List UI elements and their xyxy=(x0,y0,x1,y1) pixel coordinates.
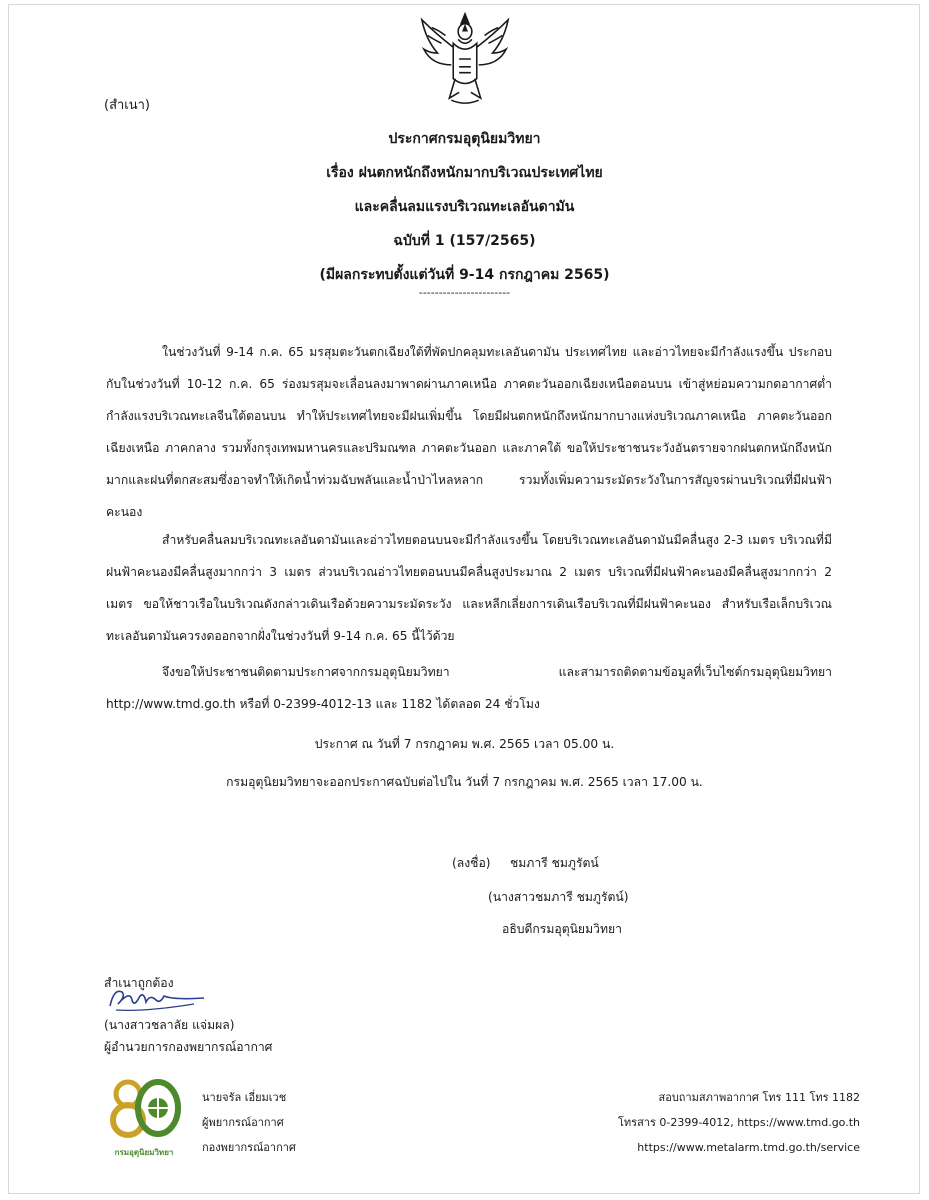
handwritten-signature xyxy=(104,982,214,1018)
forecaster-role: ผู้พยากรณ์อากาศ xyxy=(202,1116,284,1129)
certifier-position: ผู้อำนวยการกองพยากรณ์อากาศ xyxy=(104,1040,273,1054)
contact-phone: สอบถามสภาพอากาศ โทร 111 โทร 1182 xyxy=(658,1091,860,1104)
heading-line: เรื่อง ฝนตกหนักถึงหนักมากบริเวณประเทศไทย xyxy=(326,165,603,181)
signatory-full-name: (นางสาวชมภารี ชมภูรัตน์) xyxy=(488,890,629,904)
signatory-position: อธิบดีกรมอุตุนิยมวิทยา xyxy=(502,922,622,936)
heading-line: (มีผลกระทบตั้งแต่วันที่ 9-14 กรกฎาคม 2565) xyxy=(319,267,610,283)
forecaster-division: กองพยากรณ์อากาศ xyxy=(202,1141,296,1154)
contact-fax: โทรสาร 0-2399-4012, https://www.tmd.go.th xyxy=(618,1116,860,1129)
next-issue-note: กรมอุตุนิยมวิทยาจะออกประกาศฉบับต่อไปใน วันที่ 7 กรกฎาคม พ.ศ. 2565 เวลา 17.00 น. xyxy=(226,775,703,789)
forecaster-name: นายจรัล เอี่ยมเวช xyxy=(202,1091,287,1104)
paragraph-waves: สำหรับคลื่นลมบริเวณทะเลอันดามันและอ่าวไทยตอนบนจะมีกำลังแรงขึ้น โดยบริเวณทะเลอันดามันมีคลื่นสูง 2-3 เมตร บริเวณที่มีฝนฟ้าคะนองมีคลื่นสูงมากกว่า 3 เมตร ส่วนบริเวณอ่าวไทยตอนบนมีคลื่นสูงประมาณ 2 เมตร บริเวณที่มีฝนฟ้าคะนองมีคลื่นสูงมากกว่า 2 เมตร ขอให้ชาวเรือในบริเวณดังกล่าวเดินเรือด้วยความระมัดระวัง และหลีกเลี่ยงการเดินเรือบริเวณที่มีฝนฟ้าคะนอง สำหรับเรือเล็กบริเวณทะเลอันดามันควรงดออกจากฝั่งในช่วงวันที่ 9-14 ก.ค. 65 นี้ไว้ด้วย xyxy=(106,533,832,643)
paragraph-rainfall: ในช่วงวันที่ 9-14 ก.ค. 65 มรสุมตะวันตกเฉียงใต้ที่พัดปกคลุมทะเลอันดามัน ประเทศไทย และอ่าวไทยจะมีกำลังแรงขึ้น ประกอบกับในช่วงวันที่ 10-12 ก.ค. 65 ร่องมรสุมจะเลื่อนลงมาพาดผ่านภาคเหนือ ภาคตะวันออกเฉียงเหนือตอนบน เข้าสู่หย่อมความกดอากาศต่ำกำลังแรงบริเวณทะเลจีนใต้ตอนบน ทำให้ประเทศไทยจะมีฝนเพิ่มขึ้น โดยมีฝนตกหนักถึงหนักมากบางแห่งบริเวณภาคเหนือ ภาคตะวันออกเฉียงเหนือ ภาคกลาง รวมทั้งกรุงเทพมหานครและปริมณฑล ภาคตะวันออก และภาคใต้ ขอให้ประชาชนระวังอันตรายจากฝนตกหนักถึงหนักมากและฝนที่ตกสะสมซึ่งอาจทำให้เกิดน้ำท่วมฉับพลันและน้ำป่าไหลหลาก รวมทั้งเพิ่มความระมัดระวังในการสัญจรผ่านบริเวณที่มีฝนฟ้าคะนอง xyxy=(106,345,832,519)
heading-separator: ----------------------- xyxy=(418,286,511,299)
signed-name: ชมภารี ชมภูรัตน์ xyxy=(510,856,599,870)
paragraph-follow-up: จึงขอให้ประชาชนติดตามประกาศจากกรมอุตุนิยมวิทยา และสามารถติดตามข้อมูลที่เว็บไซต์กรมอุตุนิยมวิทยา http://www.tmd.go.th หรือที่ 0-2399-4012-13 และ 1182 ได้ตลอด 24 ชั่วโมง xyxy=(106,665,832,711)
certifier-name: (นางสาวชลาลัย แจ่มผล) xyxy=(104,1018,235,1032)
announcement-date: ประกาศ ณ วันที่ 7 กรกฎาคม พ.ศ. 2565 เวลา 05.00 น. xyxy=(314,737,615,751)
heading-line: และคลื่นลมแรงบริเวณทะเลอันดามัน xyxy=(354,199,575,215)
logo-caption: กรมอุตุนิยมวิทยา xyxy=(114,1148,174,1157)
signed-label: (ลงชื่อ) xyxy=(452,856,491,870)
certified-copy-label: สำเนาถูกต้อง xyxy=(104,976,174,990)
tmd-80th-anniversary-logo xyxy=(104,1078,184,1158)
heading-line: ประกาศกรมอุตุนิยมวิทยา xyxy=(388,131,541,147)
garuda-emblem-icon xyxy=(416,10,514,108)
anniversary-emblem-icon xyxy=(104,1078,184,1140)
contact-service-link[interactable]: https://www.metalarm.tmd.go.th/service xyxy=(637,1141,860,1154)
copy-tag: (สำเนา) xyxy=(104,98,151,113)
announcement-heading xyxy=(0,122,929,292)
heading-line: ฉบับที่ 1 (157/2565) xyxy=(393,233,536,249)
